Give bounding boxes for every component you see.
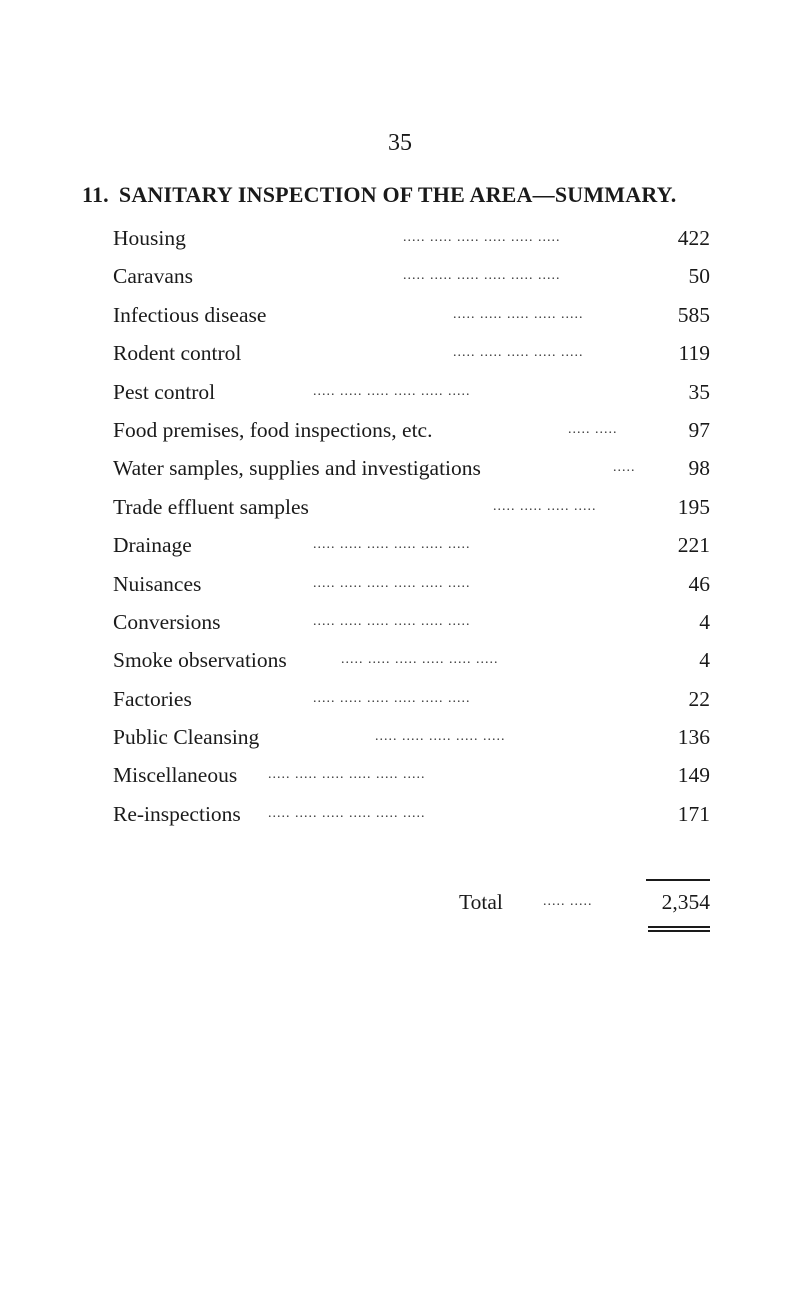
dot-leaders: ..... ..... ..... .....: [493, 498, 597, 514]
row-label: Smoke observations: [113, 648, 287, 673]
table-row-food-premises: [113, 411, 710, 449]
row-value: 422: [677, 226, 710, 250]
row-label: Housing: [113, 226, 186, 250]
total-label: Total: [459, 890, 503, 914]
table-row-pest-control: [113, 373, 710, 411]
dot-leaders: .....: [613, 460, 636, 476]
dot-leaders: ..... ..... ..... ..... ..... .....: [268, 767, 426, 783]
row-label: Trade effluent samples: [113, 494, 309, 519]
dot-leaders: ..... ..... ..... ..... ..... .....: [313, 613, 471, 629]
dot-leaders: ..... ..... ..... ..... ..... .....: [403, 268, 561, 284]
row-value: 4: [699, 648, 710, 673]
table-row-nuisances: [113, 565, 710, 603]
row-value: 22: [688, 686, 710, 711]
row-value: 50: [688, 264, 710, 289]
row-label: Miscellaneous: [113, 763, 238, 788]
table-row-drainage: [113, 526, 710, 564]
dot-leaders: ..... ..... ..... ..... ..... .....: [403, 230, 561, 245]
dot-leaders: ..... ..... ..... ..... .....: [453, 306, 584, 322]
row-label: Factories: [113, 686, 192, 711]
row-label: Drainage: [113, 533, 192, 558]
row-label: Public Cleansing: [113, 725, 260, 750]
row-value: 97: [688, 417, 710, 442]
row-label: Re-inspections: [113, 801, 241, 826]
row-value: 136: [677, 725, 710, 750]
row-value: 171: [677, 801, 710, 826]
section-title: SANITARY INSPECTION OF THE AREA—SUMMARY.: [118, 182, 677, 207]
table-row-conversions: [113, 603, 710, 641]
total-double-rule: [648, 930, 710, 932]
dot-leaders: ..... ..... ..... ..... ..... .....: [313, 537, 471, 553]
row-value: 98: [688, 456, 710, 481]
row-label: Rodent control: [113, 341, 242, 366]
row-label: Caravans: [113, 264, 193, 289]
row-label: Conversions: [113, 609, 221, 634]
table-row-infectious-disease: [113, 296, 710, 334]
table-row-housing: [113, 219, 710, 257]
dot-leaders: ..... .....: [568, 421, 618, 437]
row-label: Infectious disease: [113, 302, 267, 327]
dot-leaders: ..... ..... ..... ..... .....: [375, 729, 506, 745]
table-row-caravans: [113, 257, 710, 295]
row-value: 585: [677, 302, 710, 327]
table-row-factories: [113, 680, 710, 718]
row-value: 4: [699, 609, 710, 634]
row-label: Water samples, supplies and investigations: [113, 456, 481, 481]
table-row-re-inspections: [113, 795, 710, 833]
table-row-public-cleansing: [113, 718, 710, 756]
dot-leaders: ..... ..... ..... ..... ..... .....: [268, 805, 426, 821]
dot-leaders: ..... ..... ..... ..... ..... .....: [313, 690, 471, 706]
dot-leaders: ..... ..... ..... ..... .....: [453, 345, 584, 361]
row-value: 46: [688, 571, 710, 596]
row-value: 119: [678, 341, 710, 366]
dot-leaders: ..... ..... ..... ..... ..... .....: [313, 383, 471, 399]
row-value: 195: [677, 494, 710, 519]
section-number: 11.: [82, 182, 109, 207]
section-heading: [82, 182, 676, 208]
table-row-rodent-control: [113, 334, 710, 372]
row-value: 221: [677, 533, 710, 558]
table-row-smoke-observations: [113, 641, 710, 679]
summary-table: [113, 219, 710, 833]
row-label: Nuisances: [113, 571, 202, 596]
dot-leaders: ..... .....: [543, 894, 593, 909]
table-row-miscellaneous: [113, 756, 710, 794]
row-label: Food premises, food inspections, etc.: [113, 417, 433, 442]
total-row: [113, 880, 710, 924]
dot-leaders: ..... ..... ..... ..... ..... .....: [341, 652, 499, 668]
total-double-rule: [648, 926, 710, 928]
total-value: 2,354: [661, 890, 710, 914]
row-value: 149: [677, 763, 710, 788]
dot-leaders: ..... ..... ..... ..... ..... .....: [313, 575, 471, 591]
table-row-water-samples: [113, 449, 710, 487]
row-label: Pest control: [113, 379, 216, 404]
row-value: 35: [688, 379, 710, 404]
page-number: 35: [388, 130, 412, 156]
table-row-trade-effluent: [113, 488, 710, 526]
